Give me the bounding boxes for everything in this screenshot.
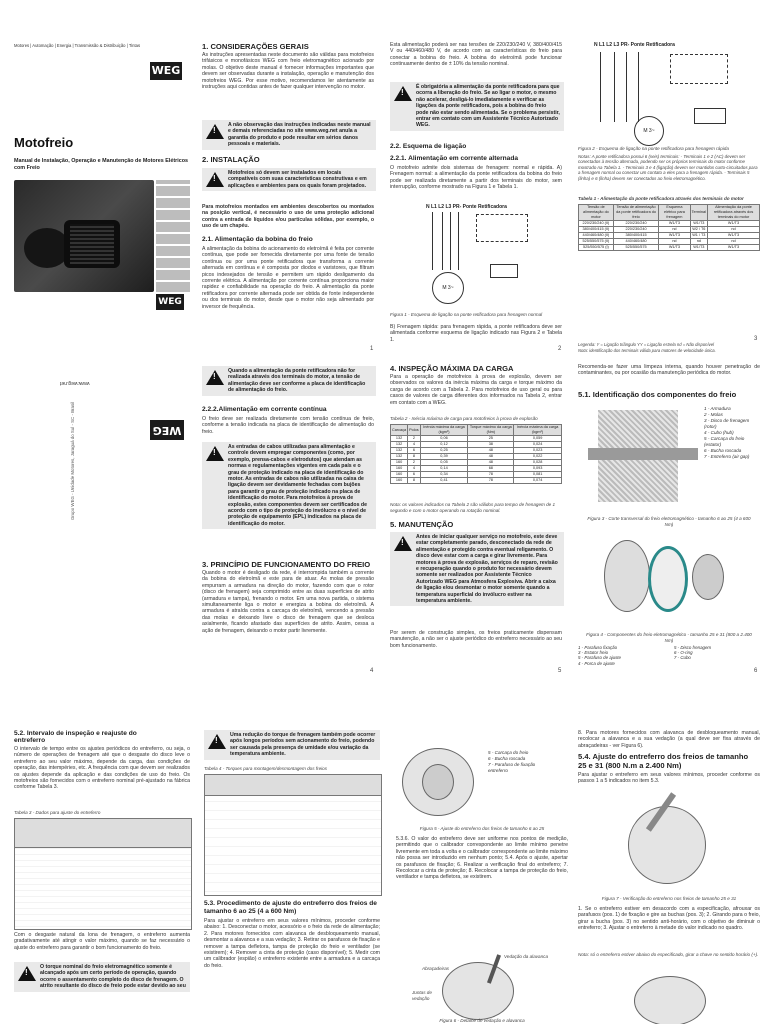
table-3 [14,818,192,930]
figure-caption: Figura 7 - Verificação do entreferro nos freios de tamanho 25 e 31 [601,896,737,901]
warning-icon [206,124,224,139]
warning-icon [206,446,224,461]
warning-box [202,442,376,529]
paragraph: O freio deve ser realizada diretamente com tensão contínua de freio, conforme a tensão indicada na placa de identificação de alimentação do freio. [202,416,374,435]
brake-housing [628,806,706,884]
page-number: 5 [558,668,562,674]
page-number: 4 [370,668,374,674]
section-title: 3. PRINCÍPIO DE FUNCIONAMENTO DO FREIO [202,560,371,569]
warning-icon [206,172,224,187]
table-header: Esquema elétrico para frenagem [659,205,690,221]
section-title: 2.2.1. Alimentação em corrente alternada [390,155,519,162]
paragraph: Para ajustar o entreferro em seus valores mínimos, proceder conforme os passos 1 a 5 indicados no item 5.3. [578,772,760,785]
back-cover [0,360,190,678]
table-title: Tabela 4 - Torques para montagem/desmontagem dos freios [204,766,327,771]
paragraph: As instruções apresentadas neste documento são válidas para motofreios trifásicos e monofásicos WEG com freio eletromagnético acionado por molas. O objetivo deste manual é fornecer informações importantes que devem ser observadas durante a instalação, operação e manutenção dos motofreios WEG. Por esse motivo, recomendamos ler atentamente as instruções aqui contidas antes de fazer qualquer intervenção no motor. [202,52,374,91]
table-header: Inércia máxima da carga (kgm²) [420,425,468,436]
table-header: Tensão de alimentação do motor [579,205,614,221]
warning-box [14,962,190,992]
page-4 [198,362,378,680]
warning-box [204,730,380,760]
section-title: 4. INSPEÇÃO MÁXIMA DA CARGA [390,364,514,373]
page-7 [10,730,194,1024]
section-title: 5.3. Procedimento de ajuste do entreferro dos freios de tamanho 6 ao 25 (4 a 600 Nm) [204,900,377,915]
warning-box [390,82,564,131]
warning-text: O torque nominal do freio eletromagnético somente é alcançado após um certo período de operação, quando ocorre o assentamento completo do disco de frenagem. O atrito resultante do disco de freio pode estar devido ao seu [40,964,186,990]
motor-symbol: M 3~ [634,116,664,146]
component-legend: 1 - Armadura 2 - Molas 3 - Disco de frenagem (rotor) 4 - Cubo (hub) 5 - Carcaça do freio (estator) 6 - Bucha roscada 7 - Entreferro (air gap) [704,406,750,459]
figure-label: Juntas de vedação [412,990,432,1001]
note: Nota: só o entreferro estiver abaixo do especificado, girar a chave no sentido horário (+). [578,952,759,957]
warning-icon [394,86,412,101]
table-row: 132 4 0,12 38 0,024 [391,442,562,448]
diagram-label: N L1 L2 L3 PR- Ponte Retificadora [426,204,507,210]
brake-housing [442,962,514,1020]
warning-text: A não observação das instruções indicadas neste manual e demais referenciadas no site www.weg.net anula a garantia do produto e pode resultar em sérios danos pessoais e materiais. [228,122,371,148]
table-header: Inércia máxima da carga (kgm²) [514,425,562,436]
wiring-diagram [594,42,744,146]
table-row: 160 4 0,14 68 0,093 [391,466,562,472]
page-8 [200,730,384,1024]
cover-page [0,0,190,340]
page-6 [574,362,764,680]
table-header: Carcaça [391,425,408,436]
website-rotated: www.weg.net [60,380,90,386]
table-row: 525/550/575 (II) 440/460/480 nd nd nd [579,239,760,245]
table-header-row [15,819,191,848]
table-header-row [205,775,381,796]
table-title: Tabela 2 - Inércia máxima de carga para motofreios à prova de explosão [390,416,538,421]
notes: Notas: A ponte retificadora possui 6 (seis) terminais: - Terminais 1 e 2 (AC) devem ser conectados à tensão alternada, podendo ser os próprios terminais do motor conforme mostrado na Tabela 1. - Terminais 3 e 4 (ligação) devem ser mantidos curto-circuitados para a frenagem normal ou conectar um contato a eles para a frenagem rápida. - Terminais 5 (linha) e 6 (linha) devem ser conectados ao freio eletromagnético. [578,154,758,181]
table-header: Tensão de alimentação da ponte retificadora do freio [613,205,658,221]
table-header: Terminal [690,205,707,221]
paragraph: Para a operação de motofreios à prova de explosão, devem ser observados os valores da inércia máxima da carga e torque máximo da carga de acordo com a Tabela 2. Para motofreios de uso geral ou para casos de valores de carga diferentes dos informados na Tabela 2, entrar em contato com a WEG. [390,374,562,406]
page-10 [578,730,764,1024]
brake-housing [422,764,454,800]
page-9 [392,730,572,1024]
cover-subtitle: Manual de Instalação, Operação e Manutenção de Motores Elétricos com Freio [14,158,189,171]
figure-caption: Figura 2 - Esquema de ligação na ponte retificadora para frenagem rápida [578,146,729,151]
section-title: 5.2. Intervalo de inspeção e reajuste do entreferro [14,730,137,744]
weg-logo-small: WEG [156,294,184,310]
address-rotated: Grupo WEG - Unidade Motores, Jaraguá do Sul - SC - Brasil [70,401,75,520]
page-number: 6 [754,668,758,674]
brake-exploded-view [604,532,734,628]
motor-fins [70,224,114,264]
brake-hub [692,554,724,600]
warning-text: Uma redução do torque de frenagem também pode ocorrer após longos períodos sem acionamento do freio, podendo ser causada pela presença de umidade e/ou variação da temperatura ambiente. [230,732,376,758]
section-title: 5. MANUTENÇÃO [390,520,454,529]
figure-caption: Figura 4 - Componentes do freio eletromagnético - tamanho 25 e 31 (800 a 2.400 Nm) [586,632,752,643]
page-number: 1 [370,346,374,352]
page-5 [386,362,566,680]
gap-check-figure [618,790,718,890]
table-title: Tabela 1 - Alimentação da ponte retificadora através dos terminais do motor [578,196,744,201]
warning-icon [394,536,412,551]
paragraph: 1. Se o entreferro estiver em desacordo com a especificação, afrouxar os parafusos (pos. 1) de fixação e gire as buchas (pos. 3); 2. Girando para o freio, girar a bucha (pos. 3) no sentido anti-horário, com o objetivo de diminuir o entreferro; 3. Ajustar o entreferro à metade do valor indicado no quadro. [578,906,760,932]
table-header: Torque máximo da carga (Nm) [468,425,514,436]
section-title: 2.1. Alimentação da bobina do freio [202,236,313,243]
paragraph: B) Frenagem rápida: para frenagem rápida, a ponte retificadora deve ser alimentada conforme esquema de ligação indicado nas Figura 2 e Tabela 1. [390,324,562,343]
page-1 [198,40,378,358]
brake-housing [634,976,706,1024]
diagram-label: N L1 L2 L3 PR- Ponte Retificadora [594,42,675,48]
warning-icon [206,370,224,385]
section-title: 2.2. Esquema de ligação [390,143,467,150]
legend: Legenda: Y = Ligação triângulo YY = Ligação estrela nd = Não disponível [578,342,715,347]
section-title: 2.2.2.Alimentação em corrente contínua [202,406,327,413]
footnote: Nota: identificação dos terminais válida para motores de velocidade única. [578,348,716,353]
section-title: 2. INSTALAÇÃO [202,155,260,164]
table-1 [578,204,760,251]
warning-box [202,366,376,396]
component-legend: 5 - Carcaça do freio 6 - Bucha roscada 7 - Parafuso de fixação entreferro [488,750,536,773]
brake-disc [604,540,650,612]
paragraph: Para ajustar o entreferro em seus valores mínimos, proceder conforme abaixo: 1. Desconectar o motor, acessório e o freio da rede de alimentação; 2. Para motores fornecidos com alavanca de desbloqueamento manual, desmontar a alavanca e a sua vedação; 3. Retirar os parafusos de fixação e remover a tampa defletora, tampa de proteção do freio e ventilador (se existirem); 4. Remover a cinta de proteção (caso disponível); 5. Medir com um calibrador (espião) o entreferro existente entre a armadura e a carcaça do freio. [204,918,380,969]
table-note: Nota: os valores indicados na Tabela 2 são válidos para tempo de frenagem de 1 segundo e com o motor operando na rotação nominal. [390,502,556,513]
figure-label: Abraçadeiras [422,966,450,971]
table-row: 525/550/575 (I) 525/550/575 W1/T3 W1/T3 W1/T3 [579,245,760,251]
table-row: 440/460/480 (II) 380/400/415 W1/T3 W1 / T3 W1/T3 [579,233,760,239]
rectifier-box [670,54,728,84]
lever-seal-figure [432,954,532,1020]
brake-cross-section [588,402,698,510]
table-row: 160 6 0,34 78 0,081 [391,472,562,478]
component-legend: 5 - Disco frenagem 6 - O-ring 7 - Cubo [674,645,712,661]
table-row: 160 8 0,41 78 0,074 [391,478,562,484]
warning-text: Quando a alimentação da ponte retificadora não for realizada através dos terminais do motor, a tensão de alimentação deve ser conforme a placa de identificação de alimentação do freio. [228,368,366,394]
brake-shaft [588,448,698,460]
warning-text: Antes de iniciar qualquer serviço no motofreio, este deve estar completamente parado, desconectado da rede de alimentação e protegido contra eventual religamento. O disco deve estar com a carga e girar livremente. Para motores à prova de explosão, serviços de reparo, revisão e recuperação quando o produto for necessário devem somente ser realizados por Assistente Técnico Autorizado WEG para Atmosfera Explosiva. Abrir a caixa de ligação e/ou desmontar o motor somente quando a temperatura superficial do invólucro estiver na temperatura ambiente. [416,534,558,605]
table-2 [390,424,562,484]
figure-caption: Figura 6 - Detalhe de vedação e alavanca [439,1018,525,1023]
paragraph: Por serem de construção simples, os freios praticamente dispensam manutenção, a não ser o ajuste periódico do entreferro necessário ao seu bom funcionamento. [390,630,562,649]
table-header: Alimentação da ponte retificadora através dos terminais do motor [707,205,759,221]
weg-logo: WEG [150,62,182,80]
motor-photo [14,180,154,292]
rectifier-box [476,214,528,242]
paragraph: O intervalo de tempo entre os ajustes periódicos do entreferro, ou seja, o número de operações de frenagem até que o desgaste do disco leve o entreferro ao seu valor máximo, depende da carga, das condições de operação, das intempéries, etc. A frequência com que devem ser realizados os ajustes depende da aplicação e das condições de uso do freio. Os motofreios são fornecidos com o entreferro nominal pré-ajustado na fábrica conforme Tabela 3. [14,746,190,791]
figure-caption: Figura 1 - Esquema de ligação na ponte retificadora para frenagem normal [390,312,543,317]
warning-box [202,168,376,191]
page-2 [386,40,566,358]
brake-coil [490,264,518,278]
warning-text: É obrigatória a alimentação da ponte retificadora para que ocorra a liberação do freio. Se ao ligar o motor, o mesmo não acelerar, desligá-lo imediatamente e verificar as ligações da ponte retificadora, pois a bobina do freio pode não estar sendo alimentada. Se o problema persistir, entrar em contato com um Assistente Técnico Autorizado WEG. [416,84,560,129]
cover-stripes [156,180,190,292]
table-header: Polos [408,425,421,436]
warning-icon [18,966,36,981]
motor-symbol: M 3~ [432,272,464,304]
paragraph: A alimentação da bobina do acionamento do eletroímã é feita por corrente contínua, que pode ser fornecida diretamente por uma fonte de tensão contínua ou por uma ponte retificadora que transforma a corrente alternada em contínua e é composta por diodos e varistores, que filtram picos indesejados de tensão e permitem um rápido desligamento da corrente elétrica. A alimentação por corrente contínua proporciona maior rapidez e confiabilidade na operação do freio. A alimentação da ponte retificadora por corrente alternada pode ser obtida de fonte independente ou dos terminais do motor, desde que o motor não seja alimentado por inversor de frequência. [202,246,374,310]
paragraph: Com o desgaste natural da lona de frenagem, o entreferro aumenta gradativamente até atingir o valor máximo, quando se faz necessário o ajuste do entreferro para garantir o bom funcionamento do freio. [14,932,190,951]
paragraph: Recomenda-se fazer uma limpeza interna, quando houver penetração de contaminantes, ou por ocasião da manutenção periódica do motor. [578,364,760,377]
brake-coil [694,108,726,124]
paragraph: Esta alimentação poderá ser nas tensões de 220/230/240 V, 380/400/415 V ou 440/460/480 V, de acordo com as características do freio para conectar a bobina do freio. A bobina do eletroímã pode funcionar continuamente dentro de ± 10% da tensão nominal. [390,42,562,68]
table-row: 380/400/415 (II) 220/230/240 nd W2 / T6 nd [579,227,760,233]
warning-text: Motofreios só devem ser instalados em locais compatíveis com suas características construtivas e em aplicações e ambientes para os quais foram projetados. [228,170,367,189]
brake-disc [648,546,688,612]
section-title: 5.4. Ajuste do entreferro dos freios de tamanho 25 e 31 (800 N.m a 2.400 Nm) [578,752,749,770]
table-row: 132 8 0,39 48 0,022 [391,454,562,460]
product-lines: Motores | Automação | Energia | Transmissão & Distribuição | Tintas [14,43,141,48]
figure-caption: Figura 3 - Corte transversal do freio eletromagnético - tamanho 6 ao 25 (4 a 600 Nm) [587,516,751,527]
paragraph: 8. Para motores fornecidos com alavanca de desbloqueamento manual, recolocar a alavanca e a sua vedação (a qual deve ser fixa através de abraçadeiras - ver Figura 6). [578,730,760,749]
warning-box [390,532,564,606]
brake-adjust-figure [402,738,492,822]
paragraph: Para motofreios montados em ambientes descobertos ou montados na posição vertical, é necessário o uso de uma proteção adicional contra a entrada de líquidos e/ou partículas sólidas, por exemplo, o uso de um chapéu. [202,204,374,230]
table-title: Tabela 3 - Dados para ajuste do entreferro [14,810,101,815]
page-number: 3 [754,336,758,342]
cover-title: Motofreio [14,135,74,150]
section-title: 1. CONSIDERAÇÕES GERAIS [202,42,309,51]
section-title: 5.1. Identificação dos componentes do freio [578,390,737,399]
figure-label: Vedação da alavanca [504,954,549,959]
warning-text: As entradas de cabos utilizadas para alimentação e controle devem empregar componentes (como, por exemplo, prensa-cabos e eletrodutos) que atendam as normas e regulamentações vigentes em cada país e o grau de proteção indicado na placa de identificação do motor. As entradas de cabos não utilizadas na caixa de ligação devem ser devidamente fechadas com bujões para garantir o grau de proteção indicado na placa de identificação do motor. Para motofreios à prova de explosão, estes componentes devem ser certificados de acordo com o tipo de proteção do invólucro e o nível de proteção de equipamento (EPL) indicados na placa de identificação do motor. [228,444,367,527]
paragraph: O motofreio admite dois sistemas de frenagem: normal e rápida. A) Frenagem normal: a alimentação da ponte retificadora da bobina do freio pode ser realizada diretamente a partir dos terminais do motor, sem interrupção, conforme mostrado na Figura 1 e Tabela 1. [390,165,562,191]
weg-logo-back: WEG [150,420,184,440]
table-4 [204,774,382,896]
table-row: 132 6 0,25 48 0,023 [391,448,562,454]
table-row: 132 2 0,06 25 0,059 [391,436,562,442]
paragraph: 5.3.6. O valor do entreferro deve ser uniforme nos pontos de medição, permitindo que o calibrador correspondente ao limite mínimo penetre livremente em toda a volta e o calibrador correspondente ao limite máximo não possa ser introduzido em nenhum ponto; 5.4. Após o ajuste, apertar os parafusos de fixação; 6. Realizar a verificação final do entreferro; 7. Recolocar a cinta de proteção; 8. Recolocar a tampa de proteção do freio, ventilador e tampa defletora, se existirem. [396,836,568,881]
hub-figure [628,970,718,1024]
warning-box [202,120,376,150]
page-number: 2 [558,346,562,352]
wiring-diagram [426,204,536,304]
component-legend: 1 - Parafuso fixação 3 - Estator freio 5 - Parafuso de ajuste 4 - Porca de ajuste [578,645,621,666]
figure-caption: Figura 5 - Ajuste do entreferro dos freios de tamanho 6 ao 25 [419,826,545,831]
table-row: 160 2 0,05 48 0,028 [391,460,562,466]
paragraph: Quando o motor é desligado da rede, é interrompida também a corrente da bobina do eletroímã e este para de atuar. As molas de pressão empurram a armadura na direção do motor, fazendo com que o rotor (disco de frenagem) seja comprimido entre as duas superfícies de atrito (armadura e tampa), frenando o motor. Em uma nova partida, o sistema simultaneamente liga o motor e energiza a bobina do eletroímã. A armadura é atraída contra a carcaça do eletroímã, vencendo a pressão das molas e deixando livre o disco de frenagem que se desloca axialmente, ficando afastado das superfícies de atrito. Assim, cessa a ação de frenagem, deixando o motor partir livremente. [202,570,374,634]
page-3 [574,40,764,358]
warning-icon [208,734,226,749]
table-row: 220/230/240 (II) 220/230/240 W1/T3 W1/T3 W1/T3 [579,221,760,227]
